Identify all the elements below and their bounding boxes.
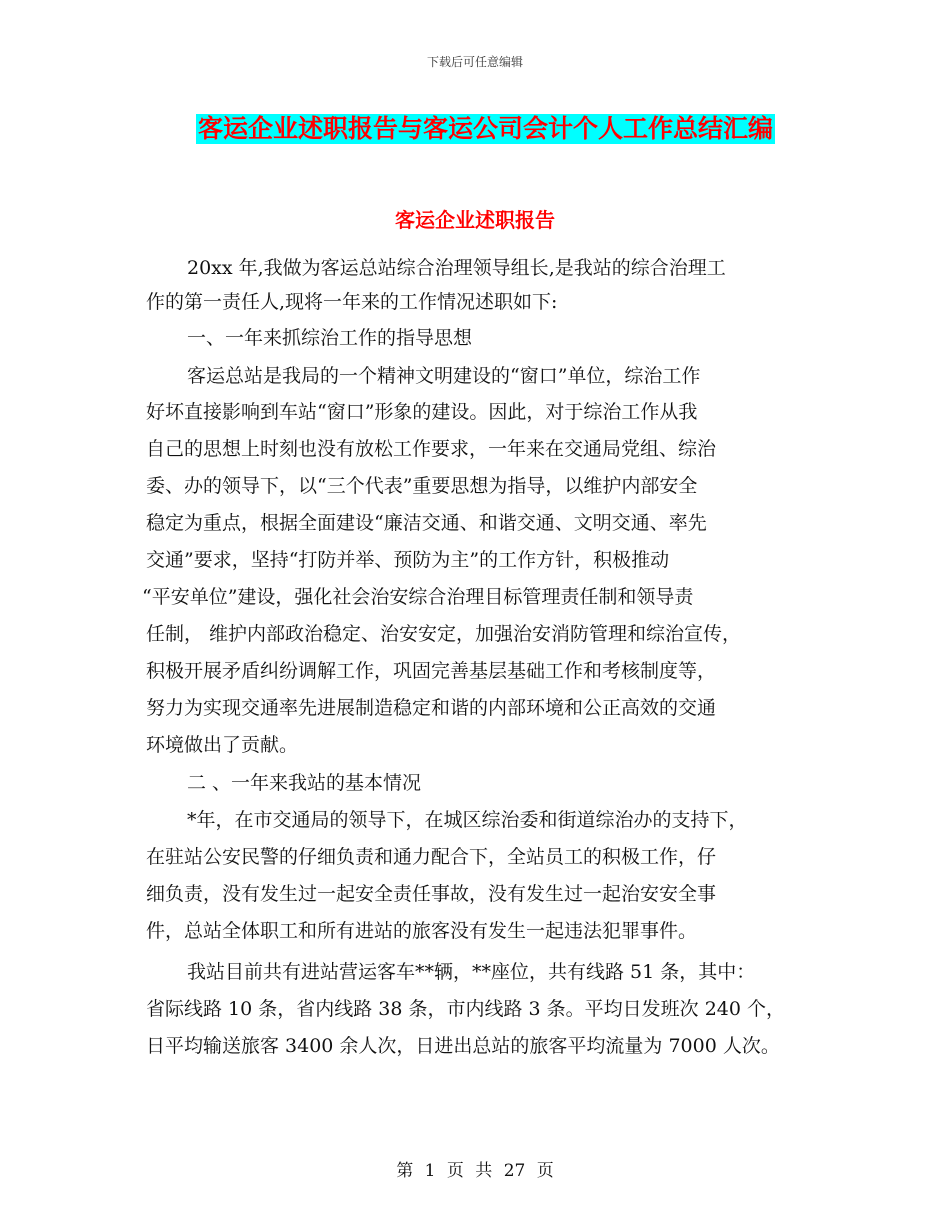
text-line: 件，总站全体职工和所有进站的旅客没有发生一起违法犯罪事件。 [146,920,698,942]
text-line: 日平均输送旅客 3400 余人次，日进出总站的旅客平均流量为 7000 人次。 [146,1035,780,1057]
text-line: 一、一年来抓综治工作的指导思想 [187,327,473,349]
text-line: 任制， 维护内部政治稳定、治安安定，加强治安消防管理和综治宣传， [146,623,742,645]
text-line: 我站目前共有进站营运客车**辆，**座位，共有线路 51 条，其中： [187,961,756,983]
text-line: 环境做出了贡献。 [146,734,299,756]
text-line: 20xx 年,我做为客运总站综合治理领导组长,是我站的综合治理工 [187,257,726,279]
text-line: 在驻站公安民警的仔细负责和通力配合下，全站员工的积极工作，仔 [146,846,717,868]
text-line: 好坏直接影响到车站“窗口”形象的建设。因此，对于综治工作从我 [146,401,698,423]
footer-label-of: 页 [446,1161,464,1181]
text-line: 努力为实现交通率先进展制造稳定和谐的内部环境和公正高效的交通 [146,697,717,719]
footer-label-page: 第 [396,1161,414,1181]
total-pages-number: 27 [503,1161,526,1181]
text-line: 二 、一年来我站的基本情况 [187,772,422,794]
footer-label-pages: 页 [536,1161,554,1181]
text-line: 稳定为重点，根据全面建设“廉洁交通、和谐交通、文明交通、率先 [146,512,707,534]
header-note: 下载后可任意编辑 [426,55,523,69]
text-line: “平安单位”建设，强化社会治安综合治理目标管理责任制和领导责 [142,586,694,608]
text-line: 客运总站是我局的一个精神文明建设的“窗口”单位，综治工作 [187,365,701,387]
section-title: 客运企业述职报告 [395,208,555,232]
footer-label-total: 共 [475,1161,493,1181]
page-footer [0,1156,950,1181]
text-line: 自己的思想上时刻也没有放松工作要求，一年来在交通局党组、综治 [146,438,717,460]
text-line: 委、办的领导下，以“三个代表”重要思想为指导，以维护内部安全 [146,475,698,497]
text-line: 细负责，没有发生过一起安全责任事故，没有发生过一起治安安全事 [146,883,717,905]
document-title: 客运企业述职报告与客运公司会计个人工作总结汇编 [198,114,774,143]
text-line: 积极开展矛盾纠纷调解工作，巩固完善基层基础工作和考核制度等， [146,660,717,682]
text-line: 作的第一责任人,现将一年来的工作情况述职如下: [146,291,558,313]
text-line: *年，在市交通局的领导下，在城区综治委和街道综治办的支持下， [187,809,748,831]
text-line: 省际线路 10 条，省内线路 38 条，市内线路 3 条。平均日发班次 240 个， [146,998,786,1020]
current-page-number: 1 [424,1161,436,1181]
text-line: 交通”要求，坚持“打防并举、预防为主”的工作方针，积极推动 [146,549,670,571]
